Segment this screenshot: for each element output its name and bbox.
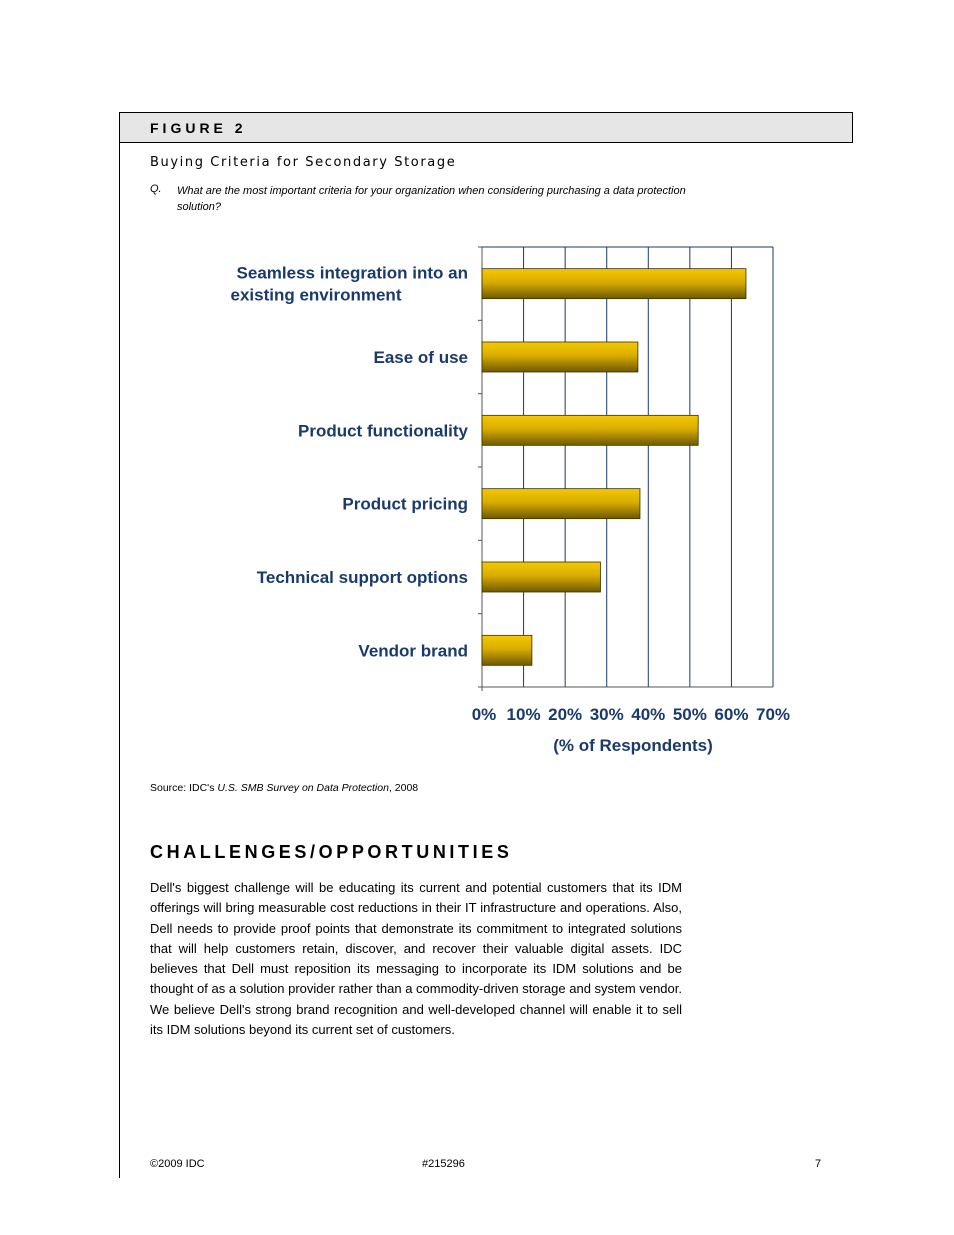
section-body: Dell's biggest challenge will be educating its current and potential customers that its IDM offerings will bring measurable cost reductions in their IT infrastructure and operations. Also, Dell needs to provide proof points that demonstrate its commitment to integrated solutions that will help customers retain, discover, and recover their valuable digital assets. IDC believes that Dell must reposition its messaging to incorporate its IDM solutions and be thought of as a solution provider rather than a commodity-driven storage and system vendor. We believe Dell's strong brand recognition and well-developed channel will enable it to sell its IDM solutions beyond its current set of customers.	[150, 880, 682, 1038]
source-note	[150, 782, 418, 794]
figure-label: FIGURE 2	[150, 120, 247, 136]
bar	[482, 635, 532, 665]
category-label: Product pricing	[342, 494, 468, 514]
question-marker: Q.	[150, 183, 162, 195]
figure-title: Buying Criteria for Secondary Storage	[150, 155, 457, 170]
x-tick-label: 30%	[589, 705, 624, 724]
bar	[482, 562, 600, 592]
source-suffix: , 2008	[388, 782, 419, 794]
x-tick-label: 50%	[672, 705, 707, 724]
x-axis-title: (% of Respondents)	[553, 736, 713, 755]
section-heading: CHALLENGES/OPPORTUNITIES	[150, 842, 513, 862]
survey-question: What are the most important criteria for your organization when considering purchasing a data protection solution?	[177, 185, 686, 213]
bar	[482, 489, 640, 519]
x-tick-label: 40%	[631, 705, 666, 724]
footer-doc-number: #215296	[422, 1158, 465, 1170]
bar	[482, 269, 746, 299]
category-label: Vendor brand	[358, 641, 468, 661]
bar	[482, 342, 638, 372]
x-tick-label: 0%	[471, 705, 497, 724]
x-tick-label: 70%	[755, 705, 791, 724]
source-title: U.S. SMB Survey on Data Protection	[217, 782, 389, 794]
bar	[482, 415, 698, 445]
category-label: Technical support options	[256, 568, 468, 587]
source-prefix: Source: IDC's	[150, 782, 218, 794]
footer-copyright: ©2009 IDC	[150, 1158, 205, 1170]
category-label: Seamless integration into an	[236, 263, 468, 283]
x-tick-label: 10%	[506, 705, 541, 724]
footer-page-number: 7	[815, 1158, 822, 1170]
category-label: Product functionality	[298, 421, 468, 441]
x-tick-label: 60%	[714, 705, 749, 724]
category-label: existing environment	[230, 285, 402, 305]
category-label: Ease of use	[373, 348, 468, 367]
x-tick-label: 20%	[548, 705, 583, 724]
